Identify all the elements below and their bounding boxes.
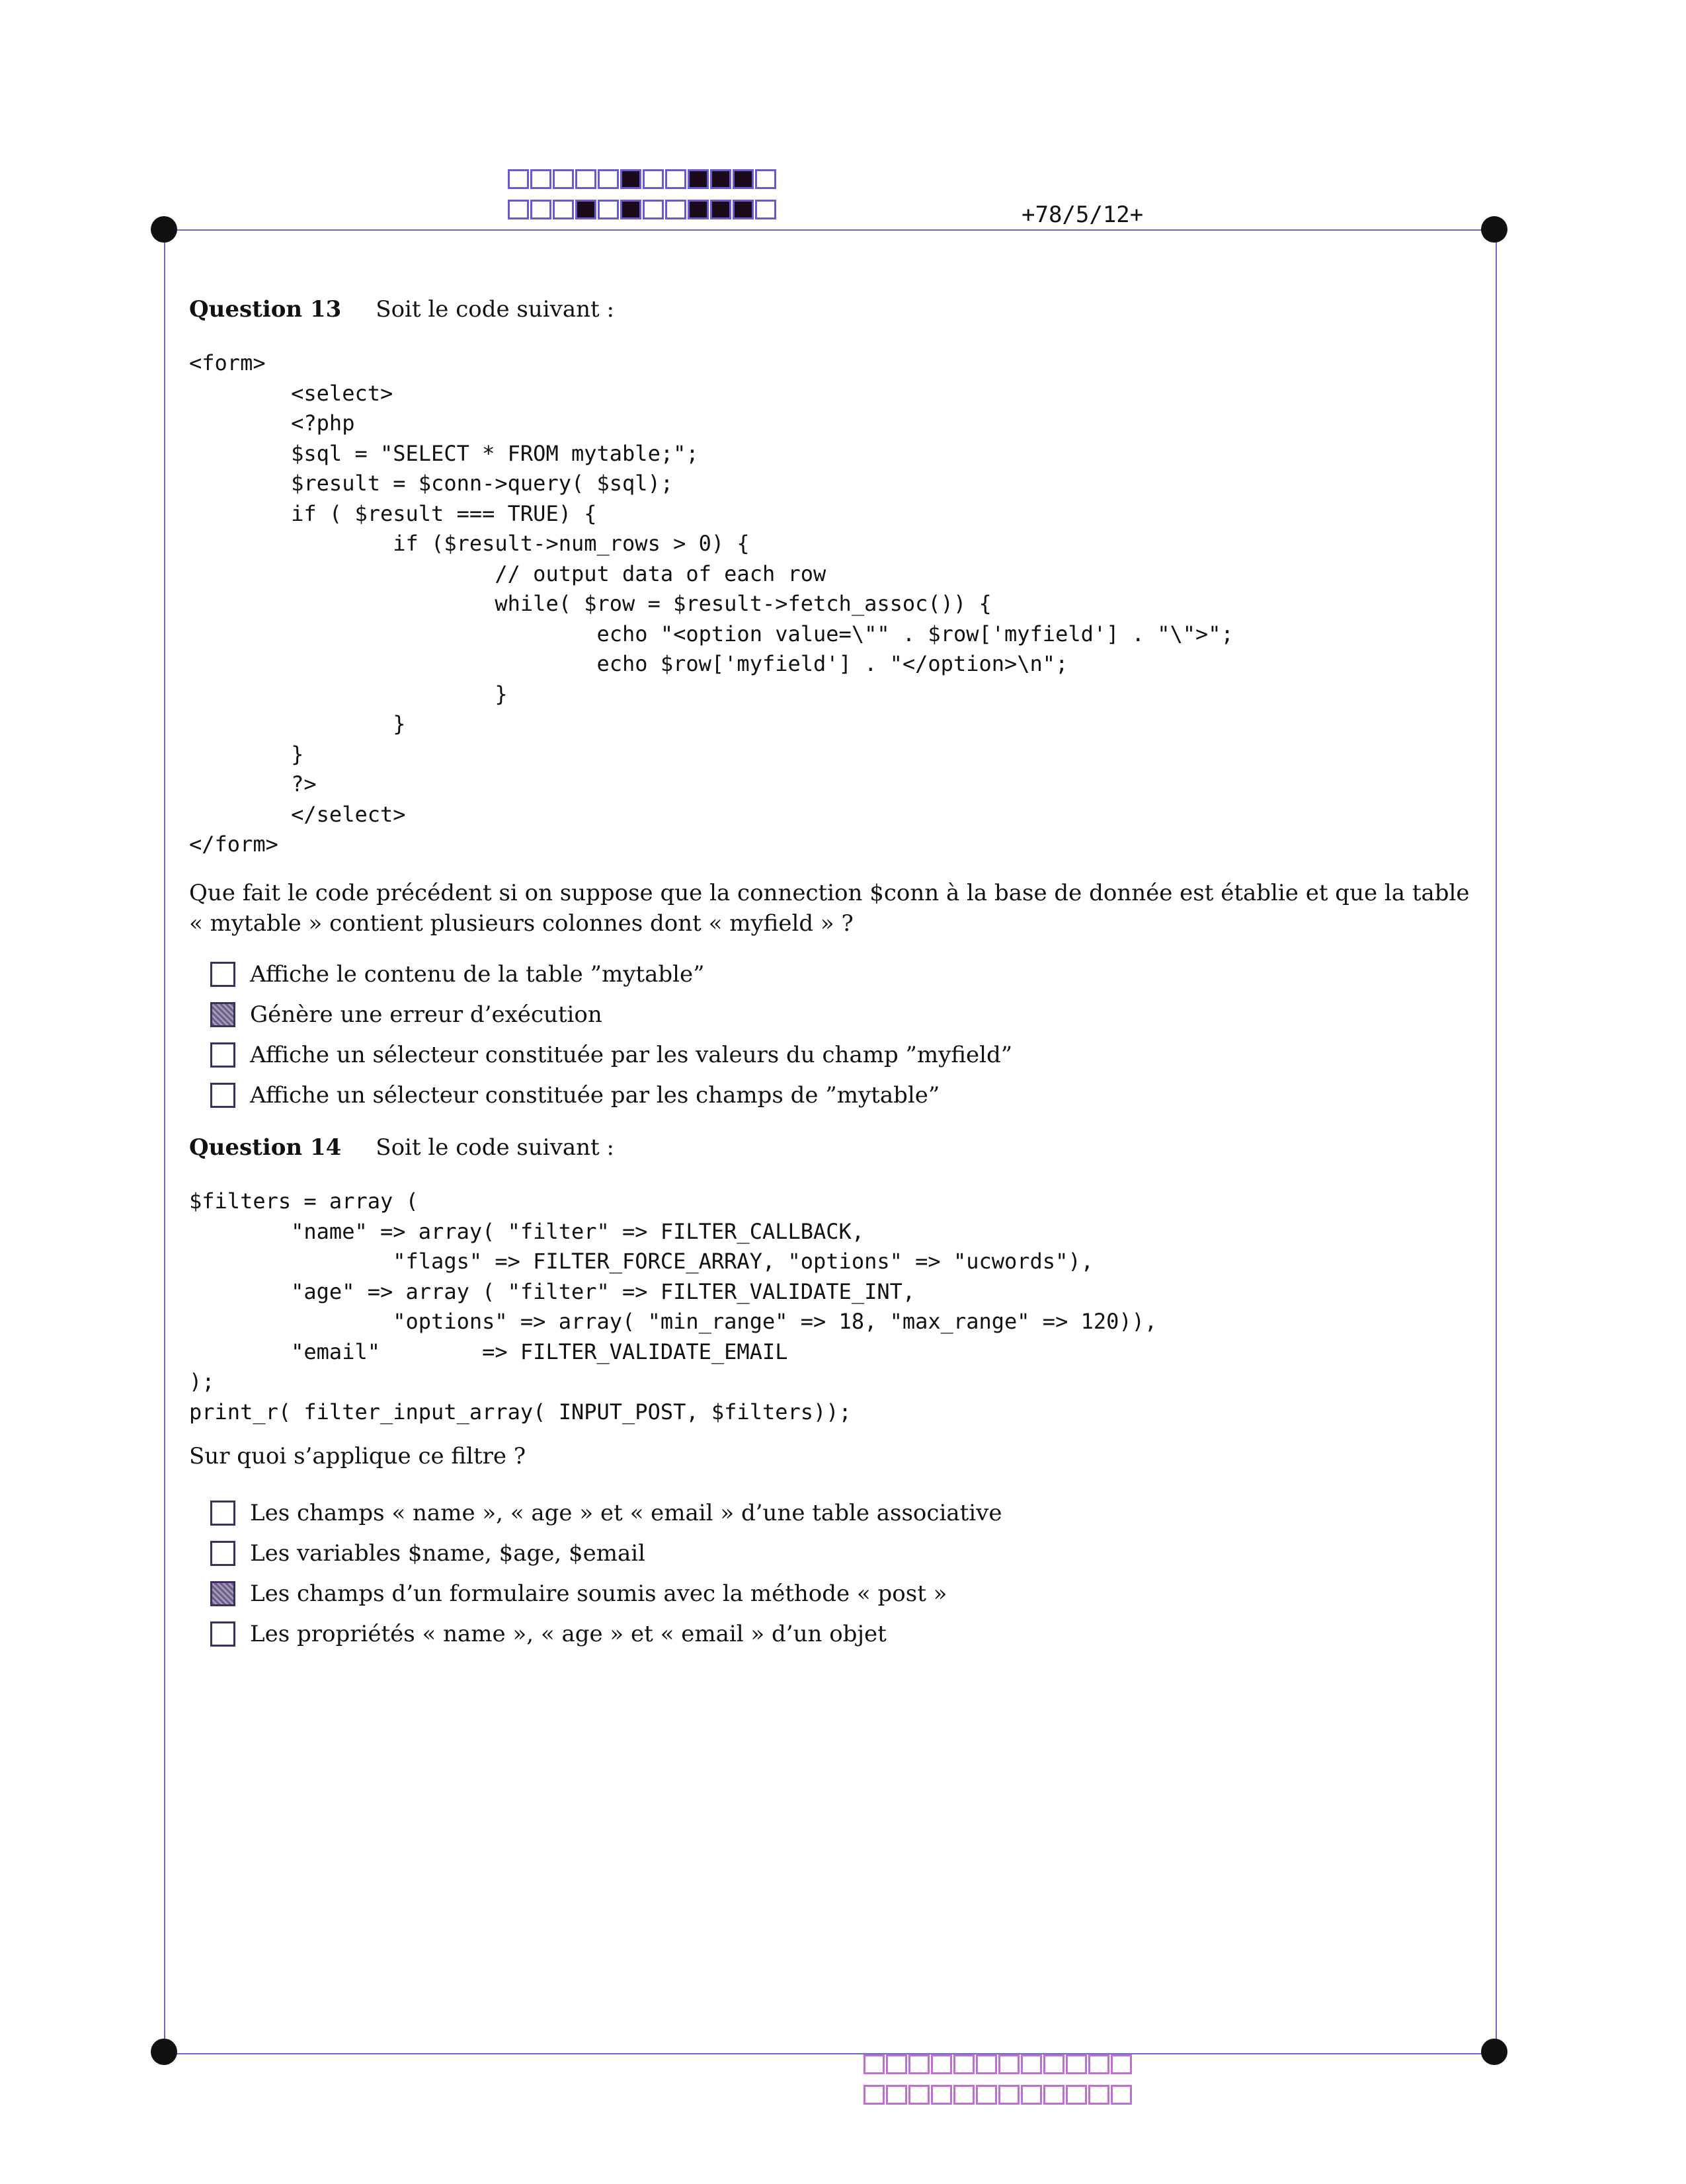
bottom-code-bar-2-cell-11 (1088, 2085, 1109, 2105)
bottom-code-bar-1-cell-10 (1066, 2054, 1087, 2074)
top-code-bar-1-cell-11 (733, 169, 754, 189)
q13-choice-4[interactable] (210, 1075, 1012, 1115)
top-code-bar-1-cell-5 (598, 169, 619, 189)
corner-mark-bottom-right (1481, 2039, 1507, 2065)
top-code-bar-2-cell-8 (665, 200, 686, 219)
top-code-bar-1-cell-8 (665, 169, 686, 189)
top-code-bar-2-cell-12 (755, 200, 776, 219)
bottom-code-bar-1-cell-12 (1111, 2054, 1132, 2074)
top-code-bar-2-cell-4 (575, 200, 596, 219)
q14-checkbox-3[interactable] (210, 1581, 235, 1606)
bottom-code-bar-1-cell-2 (886, 2054, 907, 2074)
page-id: +78/5/12+ (1022, 202, 1144, 228)
q13-choice-2-label: Génère une erreur d’exécution (250, 1001, 602, 1028)
top-code-bar-1-cell-2 (530, 169, 551, 189)
top-code-bar-1-cell-3 (553, 169, 574, 189)
top-code-bar-1-cell-7 (643, 169, 664, 189)
bottom-code-bar-2-cell-3 (908, 2085, 930, 2105)
top-code-bar-1-cell-10 (710, 169, 731, 189)
q13-choice-4-label: Affiche un sélecteur constituée par les champs de ”mytable” (250, 1081, 940, 1109)
bottom-code-bar-2-cell-10 (1066, 2085, 1087, 2105)
q14-choice-2-label: Les variables $name, $age, $email (250, 1540, 646, 1567)
bottom-code-bar-1-cell-4 (931, 2054, 952, 2074)
bottom-code-bar-1-cell-6 (976, 2054, 997, 2074)
q13-checkbox-3[interactable] (210, 1042, 235, 1068)
bottom-code-bar-1-cell-11 (1088, 2054, 1109, 2074)
q14-checkbox-2[interactable] (210, 1541, 235, 1566)
top-code-bar-2-cell-5 (598, 200, 619, 219)
bottom-code-bar-1-cell-8 (1021, 2054, 1042, 2074)
q13-choice-1[interactable] (210, 954, 1012, 994)
question-14-heading (189, 1134, 614, 1161)
q14-choice-1[interactable] (210, 1493, 1002, 1533)
q14-choice-4-label: Les propriétés « name », « age » et « email » d’un objet (250, 1620, 887, 1647)
q14-choice-1-label: Les champs « name », « age » et « email » d’une table associative (250, 1499, 1002, 1526)
question-14-text: Sur quoi s’applique ce filtre ? (189, 1443, 526, 1469)
bottom-code-bar-2-cell-9 (1043, 2085, 1064, 2105)
bottom-code-bar-1 (863, 2054, 1133, 2077)
top-code-bar-1-cell-6 (620, 169, 641, 189)
q14-choice-3[interactable] (210, 1573, 1002, 1614)
top-code-bar-1-cell-12 (755, 169, 776, 189)
top-code-bar-1 (508, 169, 778, 192)
q14-checkbox-1[interactable] (210, 1501, 235, 1526)
q14-checkbox-4[interactable] (210, 1621, 235, 1647)
bottom-code-bar-2-cell-8 (1021, 2085, 1042, 2105)
q13-checkbox-2[interactable] (210, 1002, 235, 1027)
question-14-code: $filters = array ( "name" => array( "filter" => FILTER_CALLBACK, "flags" => FILTER_FORCE_ARRAY, "options" => "ucwords"), "age" => array ( "filter" => FILTER_VALIDATE_INT, "options" => array( "min_range" => 18, "max_range" => 120)), "email" => FILTER_VALIDATE_EMAIL ); print_r( filter_input_array( INPUT_POST, $filters)); (189, 1189, 1158, 1424)
question-13-choices (210, 954, 1012, 1115)
question-13-intro: Soit le code suivant : (376, 296, 614, 323)
question-14-label: Question 14 (189, 1134, 342, 1161)
top-code-bar-2-cell-9 (688, 200, 709, 219)
q13-choice-1-label: Affiche le contenu de la table ”mytable” (250, 960, 705, 988)
top-code-bar-1-cell-1 (508, 169, 529, 189)
top-code-bar-2-cell-6 (620, 200, 641, 219)
q13-checkbox-4[interactable] (210, 1083, 235, 1108)
bottom-code-bar-2-cell-2 (886, 2085, 907, 2105)
bottom-code-bar-1-cell-9 (1043, 2054, 1064, 2074)
corner-mark-top-left (151, 216, 177, 243)
corner-mark-top-right (1481, 216, 1507, 243)
bottom-code-bar-1-cell-1 (863, 2054, 885, 2074)
q13-checkbox-1[interactable] (210, 962, 235, 987)
q13-choice-3-label: Affiche un sélecteur constituée par les valeurs du champ ”myfield” (250, 1041, 1013, 1068)
top-code-bar-2-cell-1 (508, 200, 529, 219)
question-13-label: Question 13 (189, 296, 342, 323)
top-code-bar-1-cell-4 (575, 169, 596, 189)
question-13-text: Que fait le code précédent si on suppose que la connection $conn à la base de donnée est établie et que la table « mytable » contient plusieurs colonnes dont « myfield » ? (189, 880, 1470, 937)
bottom-code-bar-1-cell-5 (953, 2054, 975, 2074)
bottom-code-bar-2-cell-12 (1111, 2085, 1132, 2105)
corner-mark-bottom-left (151, 2039, 177, 2065)
question-14-intro: Soit le code suivant : (376, 1134, 614, 1161)
q13-choice-3[interactable] (210, 1034, 1012, 1075)
bottom-code-bar-2-cell-7 (998, 2085, 1020, 2105)
top-code-bar-2-cell-3 (553, 200, 574, 219)
bottom-code-bar-1-cell-7 (998, 2054, 1020, 2074)
top-code-bar-2-cell-2 (530, 200, 551, 219)
question-13-heading (189, 296, 614, 323)
top-code-bar-2-cell-10 (710, 200, 731, 219)
question-14-choices (210, 1493, 1002, 1654)
top-code-bar-2 (508, 200, 778, 222)
top-code-bar-2-cell-11 (733, 200, 754, 219)
bottom-code-bar-2-cell-4 (931, 2085, 952, 2105)
bottom-code-bar-2-cell-5 (953, 2085, 975, 2105)
bottom-code-bar-1-cell-3 (908, 2054, 930, 2074)
q13-choice-2[interactable] (210, 994, 1012, 1034)
q14-choice-4[interactable] (210, 1614, 1002, 1654)
q14-choice-3-label: Les champs d’un formulaire soumis avec la méthode « post » (250, 1580, 947, 1607)
top-code-bar-2-cell-7 (643, 200, 664, 219)
bottom-code-bar-2-cell-6 (976, 2085, 997, 2105)
q14-choice-2[interactable] (210, 1533, 1002, 1573)
bottom-code-bar-2 (863, 2085, 1133, 2107)
bottom-code-bar-2-cell-1 (863, 2085, 885, 2105)
top-code-bar-1-cell-9 (688, 169, 709, 189)
question-13-code: <form> <select> <?php $sql = "SELECT * FROM mytable;"; $result = $conn->query( $sql); if ( $result === TRUE) { if ($result->num_rows > 0) { // output data of each row while( $row = $result->fetch_assoc()) { echo "<option value=\"" . $row['myfield'] . "\">"; echo $row['myfield'] . "</option>\n"; } } } ?> </select> </form> (189, 350, 1234, 857)
